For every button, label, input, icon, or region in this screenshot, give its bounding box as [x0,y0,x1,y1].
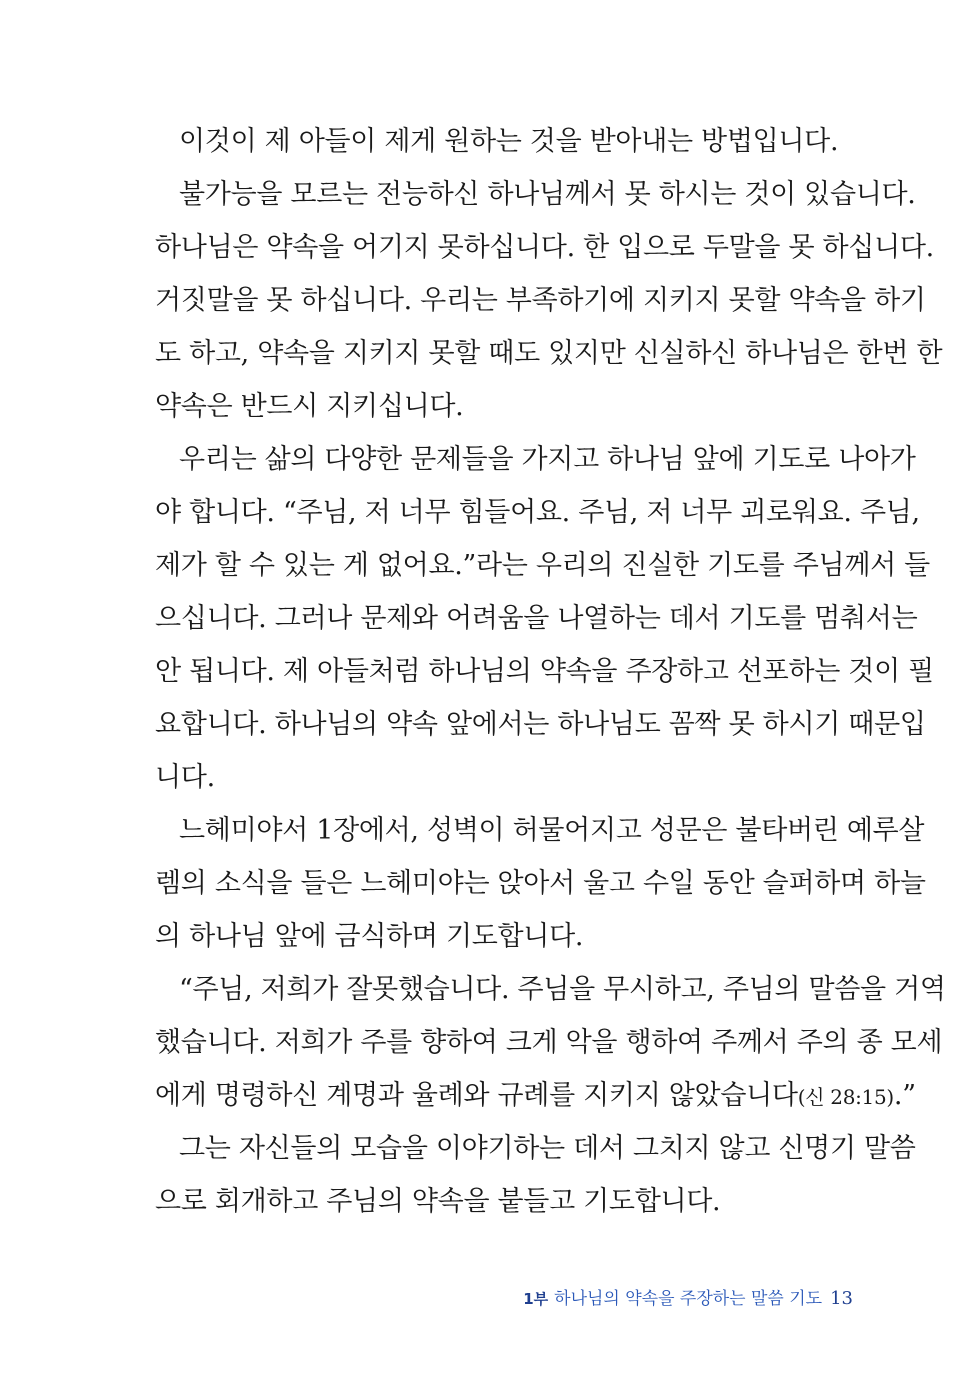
scripture-citation: (신 28:15) [797,1085,894,1109]
text-line: 불가능을 모르는 전능하신 하나님께서 못 하시는 것이 있습니다. [179,179,916,210]
footer-chapter-title: 하나님의 약속을 주장하는 말씀 기도 [554,1289,823,1309]
text-line: 그는 자신들의 모습을 이야기하는 데서 그치지 않고 신명기 말씀 [179,1133,916,1164]
text-line: 니다. [155,762,215,793]
text-line: 도 하고, 약속을 지키지 못할 때도 있지만 신실하신 하나님은 한번 한 [155,338,943,369]
text-line: “주님, 저희가 잘못했습니다. 주님을 무시하고, 주님의 말씀을 거역 [179,974,946,1005]
text-line: 의 하나님 앞에 금식하며 기도합니다. [155,921,584,952]
text-line: 제가 할 수 있는 게 없어요.”라는 우리의 진실한 기도를 주님께서 들 [155,550,930,581]
text-line: 느헤미야서 1장에서, 성벽이 허물어지고 성문은 불타버린 예루살 [179,815,925,846]
page-footer [523,1284,853,1309]
text-line: 으로 회개하고 주님의 약속을 붙들고 기도합니다. [155,1186,721,1217]
text-line-main: 에게 명령하신 계명과 율례와 규례를 지키지 않았습니다 [155,1080,798,1111]
text-line: 야 합니다. “주님, 저 너무 힘들어요. 주님, 저 너무 괴로워요. 주님, [155,497,920,528]
closing-quote: .” [893,1080,916,1111]
footer-part-label: 1부 [523,1290,549,1308]
text-line: 거짓말을 못 하십니다. 우리는 부족하기에 지키지 못할 약속을 하기 [155,285,926,316]
text-line [155,1076,916,1117]
text-line: 이것이 제 아들이 제게 원하는 것을 받아내는 방법입니다. [179,126,839,157]
page-number: 13 [830,1288,853,1309]
text-line: 요합니다. 하나님의 약속 앞에서는 하나님도 꼼짝 못 하시기 때문입 [155,709,926,740]
text-line: 우리는 삶의 다양한 문제들을 가지고 하나님 앞에 기도로 나아가 [179,444,916,475]
text-line: 렘의 소식을 들은 느헤미야는 앉아서 울고 수일 동안 슬퍼하며 하늘 [155,868,926,899]
text-line: 으십니다. 그러나 문제와 어려움을 나열하는 데서 기도를 멈춰서는 [155,603,918,634]
text-line: 안 됩니다. 제 아들처럼 하나님의 약속을 주장하고 선포하는 것이 필 [155,656,934,687]
text-line: 하나님은 약속을 어기지 못하십니다. 한 입으로 두말을 못 하십니다. [155,232,934,263]
text-line: 약속은 반드시 지키십니다. [155,391,464,422]
text-line: 했습니다. 저희가 주를 향하여 크게 악을 행하여 주께서 주의 종 모세 [155,1027,943,1058]
